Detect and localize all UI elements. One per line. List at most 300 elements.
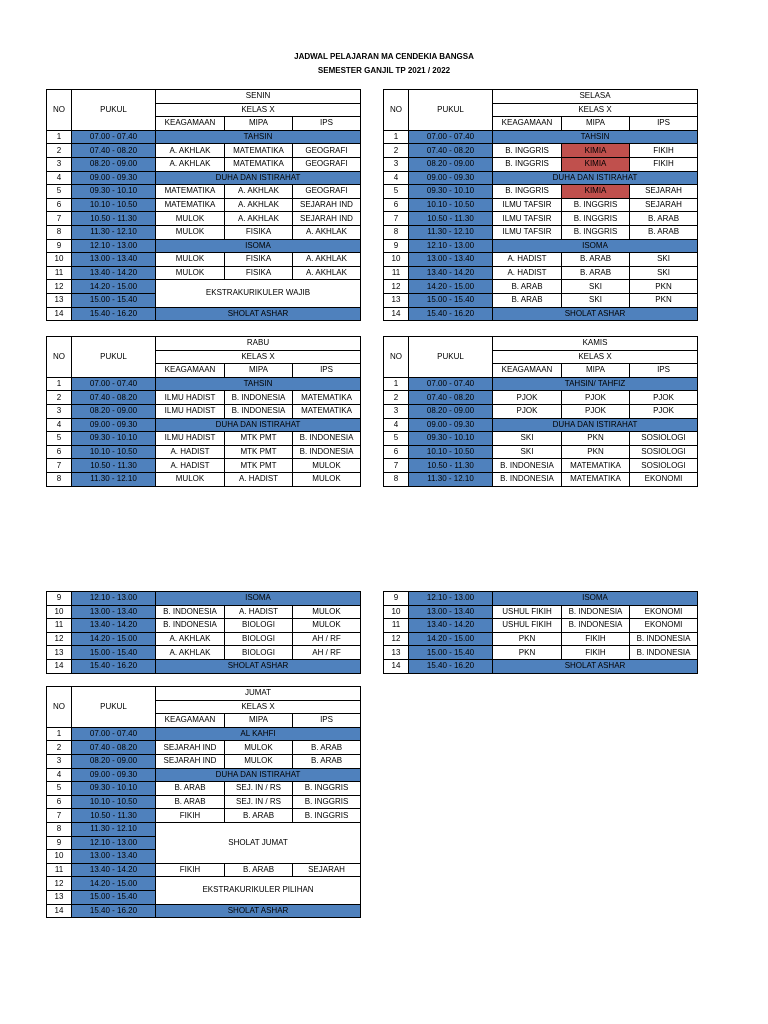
time-slot: 09.00 - 09.30 xyxy=(72,418,156,432)
time-slot: 12.10 - 13.00 xyxy=(72,836,156,850)
time-slot: 11.30 - 12.10 xyxy=(72,225,156,239)
time-slot: 15.40 - 16.20 xyxy=(72,307,156,321)
row-number: 8 xyxy=(47,225,72,239)
table-row xyxy=(47,768,361,782)
keagamaan-subject: B. INDONESIA xyxy=(493,459,562,473)
ips-subject: A. AKHLAK xyxy=(293,225,361,239)
keagamaan-subject: PJOK xyxy=(493,404,562,418)
row-number: 7 xyxy=(384,212,409,226)
keagamaan-subject: B. INDONESIA xyxy=(493,472,562,486)
kelas-header: KELAS X xyxy=(156,350,361,364)
table-row xyxy=(47,472,361,486)
ips-subject: MULOK xyxy=(293,619,361,633)
row-number: 1 xyxy=(47,130,72,144)
mipa-subject: A. AKHLAK xyxy=(225,198,293,212)
row-number: 5 xyxy=(47,185,72,199)
ips-subject: MATEMATIKA xyxy=(293,404,361,418)
keagamaan-subject: SKI xyxy=(493,445,562,459)
ips-subject: SKI xyxy=(630,266,698,280)
ips-subject: SOSIOLOGI xyxy=(630,459,698,473)
table-row xyxy=(47,225,361,239)
keagamaan-subject: MULOK xyxy=(156,472,225,486)
ips-subject: EKONOMI xyxy=(630,619,698,633)
keagamaan-subject: B. ARAB xyxy=(493,293,562,307)
pukul-header: PUKUL xyxy=(72,90,156,131)
mipa-subject: B. INDONESIA xyxy=(562,605,630,619)
time-slot: 10.50 - 11.30 xyxy=(409,459,493,473)
table-row xyxy=(47,727,361,741)
activity-banner: SHOLAT ASHAR xyxy=(156,307,361,321)
table-row xyxy=(47,459,361,473)
rabu-table xyxy=(46,336,361,487)
table-row xyxy=(47,307,361,321)
ips-subject: B. INDONESIA xyxy=(293,445,361,459)
mipa-subject: B. INGGRIS xyxy=(562,198,630,212)
keagamaan-subject: MULOK xyxy=(156,266,225,280)
keagamaan-header: KEAGAMAAN xyxy=(156,364,225,378)
mipa-subject: MATEMATIKA xyxy=(225,157,293,171)
activity-banner: TAHSIN xyxy=(493,130,698,144)
ips-subject: B. ARAB xyxy=(630,212,698,226)
row-number: 12 xyxy=(47,280,72,294)
keagamaan-subject: B. ARAB xyxy=(156,782,225,796)
time-slot: 15.40 - 16.20 xyxy=(72,659,156,673)
keagamaan-subject: B. INGGRIS xyxy=(493,157,562,171)
table-row xyxy=(47,445,361,459)
row-number: 11 xyxy=(47,863,72,877)
row-number: 6 xyxy=(47,445,72,459)
time-slot: 13.40 - 14.20 xyxy=(72,266,156,280)
mipa-subject: FISIKA xyxy=(225,253,293,267)
table-row xyxy=(47,782,361,796)
keagamaan-subject: MATEMATIKA xyxy=(156,185,225,199)
mipa-subject: B. INGGRIS xyxy=(562,225,630,239)
table-row xyxy=(384,293,698,307)
jumat-table xyxy=(46,686,361,918)
ips-subject: SEJARAH IND xyxy=(293,212,361,226)
keagamaan-subject: B. ARAB xyxy=(493,280,562,294)
table-row xyxy=(384,377,698,391)
mipa-subject: A. AKHLAK xyxy=(225,212,293,226)
row-number: 5 xyxy=(47,432,72,446)
keagamaan-subject: USHUL FIKIH xyxy=(493,605,562,619)
row-number: 14 xyxy=(384,307,409,321)
keagamaan-header: KEAGAMAAN xyxy=(156,714,225,728)
document-title: JADWAL PELAJARAN MA CENDEKIA BANGSA xyxy=(294,52,474,61)
ips-subject: AH / RF xyxy=(293,646,361,660)
mipa-subject: MTK PMT xyxy=(225,432,293,446)
table-row xyxy=(384,418,698,432)
ips-subject: GEOGRAFI xyxy=(293,185,361,199)
ips-subject: GEOGRAFI xyxy=(293,144,361,158)
row-number: 10 xyxy=(47,253,72,267)
row-number: 9 xyxy=(384,239,409,253)
keagamaan-subject: A. HADIST xyxy=(156,459,225,473)
time-slot: 12.10 - 13.00 xyxy=(409,592,493,606)
ips-header: IPS xyxy=(293,364,361,378)
mipa-subject: FIKIH xyxy=(562,632,630,646)
keagamaan-subject: SEJARAH IND xyxy=(156,741,225,755)
ips-subject: MULOK xyxy=(293,605,361,619)
merged-activity: EKSTRAKURIKULER PILIHAN xyxy=(156,877,361,904)
row-number: 1 xyxy=(384,377,409,391)
merged-activity: SHOLAT JUMAT xyxy=(156,822,361,863)
time-slot: 15.40 - 16.20 xyxy=(409,307,493,321)
row-number: 3 xyxy=(47,157,72,171)
mipa-subject: SEJ. IN / RS xyxy=(225,795,293,809)
table-row xyxy=(47,418,361,432)
time-slot: 13.00 - 13.40 xyxy=(409,605,493,619)
keagamaan-subject: SKI xyxy=(493,432,562,446)
table-row xyxy=(47,809,361,823)
ips-header: IPS xyxy=(293,714,361,728)
time-slot: 13.40 - 14.20 xyxy=(72,863,156,877)
mipa-subject: B. INDONESIA xyxy=(225,404,293,418)
row-number: 9 xyxy=(384,592,409,606)
keagamaan-subject: MULOK xyxy=(156,212,225,226)
pukul-header: PUKUL xyxy=(409,90,493,131)
keagamaan-subject: ILMU TAFSIR xyxy=(493,212,562,226)
time-slot: 10.50 - 11.30 xyxy=(409,212,493,226)
time-slot: 09.30 - 10.10 xyxy=(72,432,156,446)
ips-subject: B. ARAB xyxy=(293,754,361,768)
ips-subject: SEJARAH IND xyxy=(293,198,361,212)
mipa-header: MIPA xyxy=(562,117,630,131)
ips-subject: PKN xyxy=(630,293,698,307)
table-row xyxy=(47,404,361,418)
time-slot: 14.20 - 15.00 xyxy=(409,632,493,646)
ips-subject: FIKIH xyxy=(630,144,698,158)
document-subtitle: SEMESTER GANJIL TP 2021 / 2022 xyxy=(317,66,451,75)
row-number: 14 xyxy=(384,659,409,673)
ips-subject: PKN xyxy=(630,280,698,294)
ips-subject: SEJARAH xyxy=(293,863,361,877)
row-number: 7 xyxy=(47,459,72,473)
activity-banner: SHOLAT ASHAR xyxy=(156,904,361,918)
keagamaan-subject: PKN xyxy=(493,632,562,646)
time-slot: 09.30 - 10.10 xyxy=(72,185,156,199)
mipa-subject: BIOLOGI xyxy=(225,632,293,646)
time-slot: 10.10 - 10.50 xyxy=(72,445,156,459)
senin-table xyxy=(46,89,361,321)
time-slot: 13.40 - 14.20 xyxy=(409,619,493,633)
ips-subject: FIKIH xyxy=(630,157,698,171)
time-slot: 07.00 - 07.40 xyxy=(409,130,493,144)
day-name: RABU xyxy=(156,337,361,351)
selasa-table xyxy=(383,89,698,321)
keagamaan-subject: B. INGGRIS xyxy=(493,185,562,199)
table-row xyxy=(47,432,361,446)
keagamaan-subject: B. INDONESIA xyxy=(156,605,225,619)
time-slot: 07.40 - 08.20 xyxy=(409,144,493,158)
table-row xyxy=(384,144,698,158)
activity-banner: ISOMA xyxy=(493,239,698,253)
mipa-subject: B. ARAB xyxy=(225,809,293,823)
keagamaan-subject: ILMU HADIST xyxy=(156,404,225,418)
ips-header: IPS xyxy=(630,364,698,378)
mipa-subject: MATEMATIKA xyxy=(562,472,630,486)
time-slot: 08.20 - 09.00 xyxy=(409,404,493,418)
table-row xyxy=(47,185,361,199)
row-number: 5 xyxy=(384,432,409,446)
table-row xyxy=(384,157,698,171)
row-number: 2 xyxy=(47,391,72,405)
keagamaan-subject: A. HADIST xyxy=(493,266,562,280)
table-row xyxy=(384,404,698,418)
ips-subject: B. INGGRIS xyxy=(293,795,361,809)
row-number: 13 xyxy=(47,646,72,660)
mipa-subject: PJOK xyxy=(562,391,630,405)
mipa-subject: FIKIH xyxy=(562,646,630,660)
row-number: 12 xyxy=(384,280,409,294)
keagamaan-subject: MATEMATIKA xyxy=(156,198,225,212)
row-number: 2 xyxy=(384,391,409,405)
time-slot: 07.40 - 08.20 xyxy=(409,391,493,405)
ips-subject: MULOK xyxy=(293,459,361,473)
row-number: 7 xyxy=(47,809,72,823)
no-header: NO xyxy=(47,337,72,378)
keagamaan-subject: FIKIH xyxy=(156,863,225,877)
row-number: 11 xyxy=(47,619,72,633)
time-slot: 15.40 - 16.20 xyxy=(409,659,493,673)
table-row xyxy=(47,239,361,253)
activity-banner: SHOLAT ASHAR xyxy=(156,659,361,673)
keagamaan-subject: PJOK xyxy=(493,391,562,405)
activity-banner: TAHSIN xyxy=(156,130,361,144)
mipa-subject: PKN xyxy=(562,445,630,459)
keagamaan-subject: USHUL FIKIH xyxy=(493,619,562,633)
row-number: 6 xyxy=(47,795,72,809)
table-row xyxy=(47,904,361,918)
time-slot: 11.30 - 12.10 xyxy=(72,472,156,486)
time-slot: 09.00 - 09.30 xyxy=(409,171,493,185)
time-slot: 13.40 - 14.20 xyxy=(72,619,156,633)
time-slot: 15.00 - 15.40 xyxy=(72,646,156,660)
time-slot: 11.30 - 12.10 xyxy=(72,822,156,836)
keagamaan-subject: A. AKHLAK xyxy=(156,646,225,660)
row-number: 14 xyxy=(47,904,72,918)
mipa-subject: MULOK xyxy=(225,741,293,755)
activity-banner: AL KAHFI xyxy=(156,727,361,741)
keagamaan-subject: ILMU TAFSIR xyxy=(493,198,562,212)
row-number: 11 xyxy=(384,266,409,280)
ips-subject: PJOK xyxy=(630,404,698,418)
time-slot: 07.40 - 08.20 xyxy=(72,144,156,158)
row-number: 6 xyxy=(384,445,409,459)
table-row xyxy=(47,659,361,673)
row-number: 8 xyxy=(384,472,409,486)
time-slot: 09.00 - 09.30 xyxy=(409,418,493,432)
table-row xyxy=(384,459,698,473)
row-number: 1 xyxy=(384,130,409,144)
time-slot: 15.00 - 15.40 xyxy=(409,646,493,660)
row-number: 7 xyxy=(384,459,409,473)
row-number: 3 xyxy=(47,404,72,418)
table-row xyxy=(384,445,698,459)
table-row xyxy=(47,741,361,755)
time-slot: 09.00 - 09.30 xyxy=(72,768,156,782)
table-row xyxy=(384,280,698,294)
table-row xyxy=(47,198,361,212)
ips-subject: SEJARAH xyxy=(630,185,698,199)
table-row xyxy=(47,212,361,226)
time-slot: 10.50 - 11.30 xyxy=(72,459,156,473)
row-number: 14 xyxy=(47,659,72,673)
mipa-subject: PKN xyxy=(562,432,630,446)
keagamaan-header: KEAGAMAAN xyxy=(156,117,225,131)
time-slot: 08.20 - 09.00 xyxy=(72,157,156,171)
time-slot: 14.20 - 15.00 xyxy=(409,280,493,294)
table-row xyxy=(384,266,698,280)
mipa-subject: MTK PMT xyxy=(225,459,293,473)
table-row xyxy=(47,619,361,633)
mipa-subject: B. ARAB xyxy=(225,863,293,877)
keagamaan-subject: ILMU HADIST xyxy=(156,391,225,405)
row-number: 11 xyxy=(384,619,409,633)
time-slot: 15.40 - 16.20 xyxy=(72,904,156,918)
ips-subject: SKI xyxy=(630,253,698,267)
row-number: 11 xyxy=(47,266,72,280)
ips-subject: GEOGRAFI xyxy=(293,157,361,171)
row-number: 13 xyxy=(47,890,72,904)
mipa-subject: B. INDONESIA xyxy=(225,391,293,405)
row-number: 5 xyxy=(384,185,409,199)
time-slot: 12.10 - 13.00 xyxy=(72,239,156,253)
keagamaan-subject: A. AKHLAK xyxy=(156,144,225,158)
kamis-table-cont xyxy=(383,591,698,674)
time-slot: 09.30 - 10.10 xyxy=(409,185,493,199)
table-row xyxy=(384,472,698,486)
ips-subject: B. INDONESIA xyxy=(630,646,698,660)
mipa-subject: A. HADIST xyxy=(225,472,293,486)
keagamaan-subject: B. INDONESIA xyxy=(156,619,225,633)
row-number: 9 xyxy=(47,592,72,606)
table-row xyxy=(47,144,361,158)
row-number: 2 xyxy=(384,144,409,158)
table-row xyxy=(47,632,361,646)
mipa-subject: SEJ. IN / RS xyxy=(225,782,293,796)
mipa-subject: B. ARAB xyxy=(562,253,630,267)
kelas-header: KELAS X xyxy=(493,350,698,364)
table-row xyxy=(384,307,698,321)
kelas-header: KELAS X xyxy=(156,700,361,714)
ips-subject: B. ARAB xyxy=(630,225,698,239)
activity-banner: DUHA DAN ISTIRAHAT xyxy=(493,171,698,185)
table-row xyxy=(47,377,361,391)
row-number: 14 xyxy=(47,307,72,321)
row-number: 12 xyxy=(47,632,72,646)
time-slot: 10.10 - 10.50 xyxy=(72,795,156,809)
mipa-subject: FISIKA xyxy=(225,225,293,239)
table-row xyxy=(47,253,361,267)
time-slot: 15.00 - 15.40 xyxy=(72,890,156,904)
pukul-header: PUKUL xyxy=(409,337,493,378)
row-number: 3 xyxy=(384,404,409,418)
no-header: NO xyxy=(384,90,409,131)
table-row xyxy=(384,185,698,199)
kelas-header: KELAS X xyxy=(493,103,698,117)
mipa-subject: PJOK xyxy=(562,404,630,418)
keagamaan-subject: A. AKHLAK xyxy=(156,157,225,171)
mipa-subject: FISIKA xyxy=(225,266,293,280)
mipa-subject: B. ARAB xyxy=(562,266,630,280)
table-row xyxy=(47,863,361,877)
time-slot: 12.10 - 13.00 xyxy=(72,592,156,606)
ips-subject: AH / RF xyxy=(293,632,361,646)
keagamaan-header: KEAGAMAAN xyxy=(493,117,562,131)
mipa-header: MIPA xyxy=(225,364,293,378)
pukul-header: PUKUL xyxy=(72,337,156,378)
mipa-subject: SKI xyxy=(562,293,630,307)
row-number: 5 xyxy=(47,782,72,796)
mipa-header: MIPA xyxy=(225,714,293,728)
ips-subject: A. AKHLAK xyxy=(293,266,361,280)
time-slot: 10.10 - 10.50 xyxy=(72,198,156,212)
row-number: 4 xyxy=(384,418,409,432)
ips-subject: B. INGGRIS xyxy=(293,782,361,796)
activity-banner: DUHA DAN ISTIRAHAT xyxy=(156,418,361,432)
table-row xyxy=(47,266,361,280)
time-slot: 15.00 - 15.40 xyxy=(409,293,493,307)
row-number: 6 xyxy=(47,198,72,212)
mipa-subject: A. HADIST xyxy=(225,605,293,619)
activity-banner: SHOLAT ASHAR xyxy=(493,659,698,673)
table-row xyxy=(384,432,698,446)
kelas-header: KELAS X xyxy=(156,103,361,117)
time-slot: 12.10 - 13.00 xyxy=(409,239,493,253)
row-number: 4 xyxy=(47,171,72,185)
table-row xyxy=(47,280,361,294)
table-row xyxy=(384,225,698,239)
ips-header: IPS xyxy=(293,117,361,131)
day-name: SELASA xyxy=(493,90,698,104)
row-number: 6 xyxy=(384,198,409,212)
mipa-subject: KIMIA xyxy=(562,185,630,199)
table-row xyxy=(47,130,361,144)
time-slot: 15.00 - 15.40 xyxy=(72,293,156,307)
table-row xyxy=(384,198,698,212)
table-row xyxy=(47,754,361,768)
ips-subject: B. INGGRIS xyxy=(293,809,361,823)
time-slot: 11.30 - 12.10 xyxy=(409,225,493,239)
time-slot: 08.20 - 09.00 xyxy=(72,754,156,768)
mipa-subject: MTK PMT xyxy=(225,445,293,459)
activity-banner: DUHA DAN ISTIRAHAT xyxy=(493,418,698,432)
time-slot: 08.20 - 09.00 xyxy=(409,157,493,171)
time-slot: 07.40 - 08.20 xyxy=(72,741,156,755)
table-row xyxy=(384,253,698,267)
ips-subject: B. INDONESIA xyxy=(293,432,361,446)
mipa-header: MIPA xyxy=(225,117,293,131)
mipa-subject: A. AKHLAK xyxy=(225,185,293,199)
table-row xyxy=(47,877,361,891)
ips-subject: B. ARAB xyxy=(293,741,361,755)
row-number: 1 xyxy=(47,377,72,391)
row-number: 10 xyxy=(47,850,72,864)
keagamaan-subject: MULOK xyxy=(156,253,225,267)
row-number: 13 xyxy=(384,293,409,307)
row-number: 7 xyxy=(47,212,72,226)
row-number: 2 xyxy=(47,741,72,755)
ips-subject: A. AKHLAK xyxy=(293,253,361,267)
table-row xyxy=(384,212,698,226)
table-row xyxy=(384,391,698,405)
ips-subject: SOSIOLOGI xyxy=(630,432,698,446)
mipa-subject: KIMIA xyxy=(562,144,630,158)
ips-subject: SEJARAH xyxy=(630,198,698,212)
row-number: 13 xyxy=(47,293,72,307)
row-number: 9 xyxy=(47,239,72,253)
